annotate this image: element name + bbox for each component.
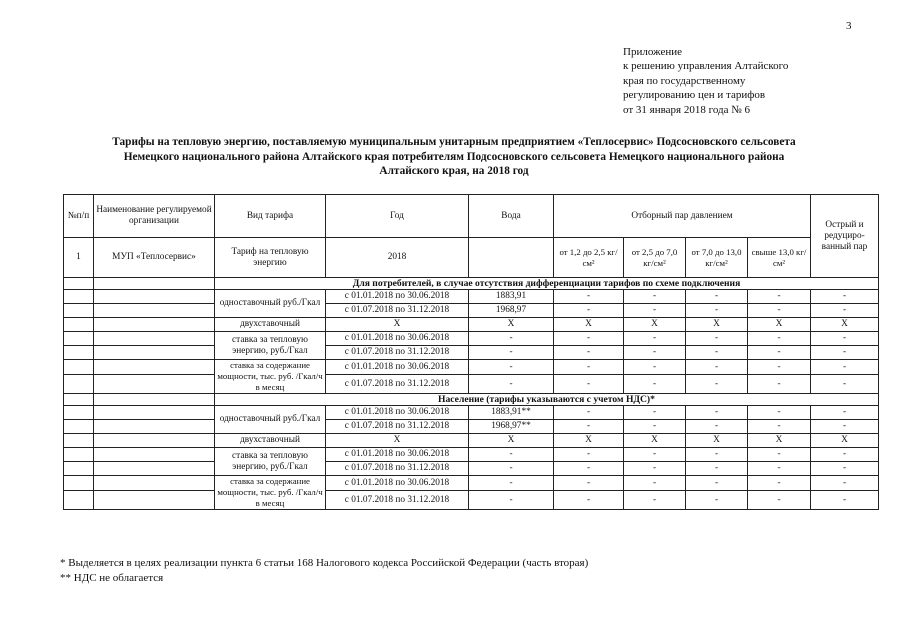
period-cell: с 01.07.2018 по 31.12.2018: [326, 420, 469, 434]
empty-cell: [64, 332, 94, 346]
empty-cell: [94, 491, 215, 510]
dash-cell: -: [748, 360, 811, 375]
empty-cell: [94, 448, 215, 462]
dash-cell: -: [811, 462, 879, 476]
dash-cell: -: [554, 290, 624, 304]
empty-cell: [64, 420, 94, 434]
empty-cell: [64, 360, 94, 375]
dash-cell: -: [554, 406, 624, 420]
empty-cell: [94, 332, 215, 346]
dash-cell: -: [748, 491, 811, 510]
empty-cell: [94, 318, 215, 332]
water-value: 1968,97: [469, 304, 554, 318]
empty-cell: [94, 346, 215, 360]
section-title: Для потребителей, в случае отсутствия дифференциации тарифов по схеме подключения: [215, 278, 879, 290]
dash-cell: -: [811, 375, 879, 394]
dash-cell: -: [624, 346, 686, 360]
x-mark-cell: Х: [469, 434, 554, 448]
tariff-table: [63, 194, 879, 510]
empty-cell: [94, 278, 215, 290]
dash-cell: -: [686, 462, 748, 476]
x-mark-cell: Х: [326, 434, 469, 448]
tariff-label-one-rate: одноставочный руб./Гкал: [215, 406, 326, 434]
dash-cell: -: [554, 346, 624, 360]
dash-cell: -: [624, 304, 686, 318]
x-mark-cell: Х: [554, 318, 624, 332]
water-value: 1968,97**: [469, 420, 554, 434]
appendix-block: [623, 45, 788, 117]
dash-cell: -: [748, 448, 811, 462]
header-steam: Отборный пар давлением: [554, 195, 811, 238]
dash-cell: -: [469, 360, 554, 375]
water-value: 1883,91: [469, 290, 554, 304]
dash-cell: -: [469, 491, 554, 510]
header-water: Вода: [469, 195, 554, 238]
dash-cell: -: [554, 304, 624, 318]
dash-cell: -: [624, 491, 686, 510]
dash-cell: -: [624, 290, 686, 304]
empty-cell: [94, 394, 215, 406]
dash-cell: -: [469, 476, 554, 491]
x-mark-cell: Х: [624, 434, 686, 448]
footnote: ** НДС не облагается: [60, 572, 164, 584]
period-cell: с 01.07.2018 по 31.12.2018: [326, 491, 469, 510]
dash-cell: -: [686, 375, 748, 394]
header-num: №п/п: [64, 195, 94, 238]
period-cell: с 01.07.2018 по 31.12.2018: [326, 304, 469, 318]
table-row: [64, 318, 879, 332]
empty-cell: [94, 406, 215, 420]
header-steam-col: от 2,5 до 7,0 кг/см²: [624, 238, 686, 278]
appendix-line: края по государственному: [623, 74, 746, 87]
empty-cell: [94, 290, 215, 304]
dash-cell: -: [469, 346, 554, 360]
dash-cell: -: [811, 290, 879, 304]
period-cell: с 01.07.2018 по 31.12.2018: [326, 346, 469, 360]
dash-cell: -: [469, 332, 554, 346]
empty-cell: [94, 360, 215, 375]
header-tariff-type: Вид тарифа: [215, 195, 326, 238]
empty-cell: [64, 375, 94, 394]
dash-cell: -: [554, 491, 624, 510]
dash-cell: -: [686, 448, 748, 462]
dash-cell: -: [748, 476, 811, 491]
header-year: Год: [326, 195, 469, 238]
dash-cell: -: [811, 406, 879, 420]
dash-cell: -: [811, 448, 879, 462]
appendix-line: Приложение: [623, 46, 683, 58]
table-row: [64, 375, 879, 394]
header-sharp-steam: Острый и редуциро-ванный пар: [811, 195, 879, 278]
dash-cell: -: [811, 304, 879, 318]
dash-cell: -: [554, 476, 624, 491]
dash-cell: -: [554, 420, 624, 434]
empty-cell: [64, 462, 94, 476]
table-row: [64, 360, 879, 375]
header-steam-col: от 1,2 до 2,5 кг/см²: [554, 238, 624, 278]
tariff-label-two-rate: двухставочный: [215, 318, 326, 332]
dash-cell: -: [686, 406, 748, 420]
dash-cell: -: [554, 448, 624, 462]
table-row: [64, 346, 879, 360]
dash-cell: -: [624, 332, 686, 346]
dash-cell: -: [811, 360, 879, 375]
tariff-label-capacity-rate: ставка за содержание мощности, тыс. руб. /Гкал/ч в месяц: [215, 476, 326, 510]
period-cell: с 01.01.2018 по 30.06.2018: [326, 476, 469, 491]
table-row: [64, 448, 879, 462]
appendix-line: к решению управления Алтайского: [623, 60, 789, 73]
period-cell: с 01.07.2018 по 31.12.2018: [326, 462, 469, 476]
dash-cell: -: [686, 360, 748, 375]
x-mark-cell: Х: [748, 318, 811, 332]
dash-cell: -: [686, 476, 748, 491]
period-cell: с 01.01.2018 по 30.06.2018: [326, 332, 469, 346]
period-cell: с 01.01.2018 по 30.06.2018: [326, 448, 469, 462]
dash-cell: -: [811, 491, 879, 510]
dash-cell: -: [624, 420, 686, 434]
org-row-num: 1: [64, 238, 94, 278]
dash-cell: -: [686, 332, 748, 346]
x-mark-cell: Х: [624, 318, 686, 332]
empty-cell: [94, 420, 215, 434]
empty-cell: [64, 434, 94, 448]
dash-cell: -: [554, 462, 624, 476]
x-mark-cell: Х: [748, 434, 811, 448]
empty-cell: [64, 304, 94, 318]
org-row-year: 2018: [326, 238, 469, 278]
empty-cell: [64, 318, 94, 332]
tariff-label-energy-rate: ставка за тепловую энергию, руб./Гкал: [215, 332, 326, 360]
empty-cell: [64, 346, 94, 360]
table-row: [64, 462, 879, 476]
x-mark-cell: Х: [686, 318, 748, 332]
empty-cell: [94, 375, 215, 394]
dash-cell: -: [748, 420, 811, 434]
x-mark-cell: Х: [811, 434, 879, 448]
period-cell: с 01.07.2018 по 31.12.2018: [326, 375, 469, 394]
dash-cell: -: [748, 406, 811, 420]
period-cell: с 01.01.2018 по 30.06.2018: [326, 290, 469, 304]
table-row: [64, 491, 879, 510]
table-row: [64, 278, 879, 290]
x-mark-cell: Х: [811, 318, 879, 332]
tariff-label-energy-rate: ставка за тепловую энергию, руб./Гкал: [215, 448, 326, 476]
appendix-line: от 31 января 2018 года № 6: [623, 103, 750, 116]
header-org: Наименование регулируемой организации: [94, 195, 215, 238]
dash-cell: -: [686, 290, 748, 304]
dash-cell: -: [469, 462, 554, 476]
empty-cell: [94, 434, 215, 448]
empty-cell: [64, 290, 94, 304]
dash-cell: -: [624, 406, 686, 420]
dash-cell: -: [748, 290, 811, 304]
org-row-name: МУП «Теплосервис»: [94, 238, 215, 278]
empty-cell: [64, 278, 94, 290]
org-row-water: [469, 238, 554, 278]
table-row: [64, 304, 879, 318]
header-steam-col: от 7,0 до 13,0 кг/см²: [686, 238, 748, 278]
dash-cell: -: [554, 375, 624, 394]
tariff-label-one-rate: одноставочный руб./Гкал: [215, 290, 326, 318]
dash-cell: -: [686, 304, 748, 318]
dash-cell: -: [811, 476, 879, 491]
dash-cell: -: [624, 462, 686, 476]
dash-cell: -: [686, 420, 748, 434]
dash-cell: -: [748, 346, 811, 360]
table-row: [64, 434, 879, 448]
empty-cell: [94, 476, 215, 491]
dash-cell: -: [624, 375, 686, 394]
dash-cell: -: [748, 304, 811, 318]
empty-cell: [64, 448, 94, 462]
footnotes: [60, 556, 588, 586]
dash-cell: -: [811, 332, 879, 346]
section-title: Население (тарифы указываются с учетом НДС)*: [215, 394, 879, 406]
x-mark-cell: Х: [326, 318, 469, 332]
empty-cell: [64, 406, 94, 420]
empty-cell: [64, 476, 94, 491]
dash-cell: -: [469, 375, 554, 394]
dash-cell: -: [624, 448, 686, 462]
period-cell: с 01.01.2018 по 30.06.2018: [326, 406, 469, 420]
table-row: [64, 420, 879, 434]
appendix-line: регулированию цен и тарифов: [623, 89, 766, 102]
empty-cell: [64, 491, 94, 510]
dash-cell: -: [748, 462, 811, 476]
dash-cell: -: [554, 332, 624, 346]
x-mark-cell: Х: [554, 434, 624, 448]
empty-cell: [94, 304, 215, 318]
org-row-tariff-type: Тариф на тепловую энергию: [215, 238, 326, 278]
table-row: [64, 290, 879, 304]
x-mark-cell: Х: [686, 434, 748, 448]
tariff-label-capacity-rate: ставка за содержание мощности, тыс. руб. /Гкал/ч в месяц: [215, 360, 326, 394]
period-cell: с 01.01.2018 по 30.06.2018: [326, 360, 469, 375]
dash-cell: -: [686, 491, 748, 510]
x-mark-cell: Х: [469, 318, 554, 332]
empty-cell: [64, 394, 94, 406]
dash-cell: -: [748, 375, 811, 394]
dash-cell: -: [811, 420, 879, 434]
dash-cell: -: [624, 476, 686, 491]
table-row: [64, 406, 879, 420]
header-steam-col: свыше 13,0 кг/см²: [748, 238, 811, 278]
footnote: * Выделяется в целях реализации пункта 6 статьи 168 Налогового кодекса Российской Федерации (часть вторая): [60, 557, 589, 569]
empty-cell: [94, 462, 215, 476]
dash-cell: -: [469, 448, 554, 462]
page-number: 3: [846, 20, 852, 32]
table-row: [64, 332, 879, 346]
dash-cell: -: [624, 360, 686, 375]
table-row: [64, 394, 879, 406]
dash-cell: -: [748, 332, 811, 346]
dash-cell: -: [554, 360, 624, 375]
tariff-label-two-rate: двухставочный: [215, 434, 326, 448]
dash-cell: -: [686, 346, 748, 360]
table-row: [64, 476, 879, 491]
document-title: [58, 135, 850, 179]
water-value: 1883,91**: [469, 406, 554, 420]
dash-cell: -: [811, 346, 879, 360]
title-line: Немецкого национального района Алтайского края потребителям Подсосновского сельсовета Немецкого национального района: [123, 150, 785, 163]
title-line: Алтайского края, на 2018 год: [379, 165, 529, 177]
title-line: Тарифы на тепловую энергию, поставляемую муниципальным унитарным предприятием «Теплосервис» Подсосновского сельсовета: [112, 136, 796, 148]
